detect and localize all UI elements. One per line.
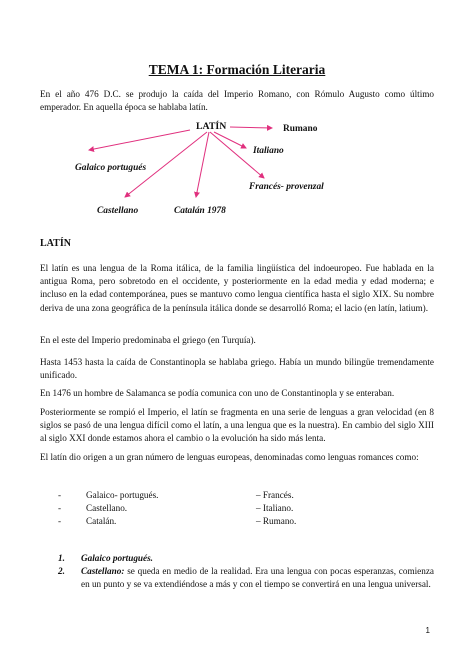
paragraph-latin-origin: El latín es una lengua de la Roma itálica, de la familia lingüística del indoeuropeo. Fue hablada en la antigua Roma, pero sobretodo en el occidente, y posteriormente en la edad media y edad moderna; e incluso en la edad contemporánea, pues se mantuvo como lengua científica hasta el siglo XIX. Su nombre deriva de una zona geográfica de la península itálica donde se desarrolló Roma; el lacio (en latín, latium). — [40, 263, 434, 313]
diagram-label-italiano: Italiano — [253, 146, 284, 156]
latin-derivation-diagram — [0, 112, 474, 222]
numbered-language-list — [58, 552, 434, 592]
arrow-catalan — [196, 132, 209, 197]
list-item: - Catalán. – Rumano. — [58, 516, 297, 526]
paragraph-salamanca: En 1476 un hombre de Salamanca se podía comunica con uno de Constantinopla y se enteraban. — [40, 388, 395, 398]
intro-paragraph: En el año 476 D.C. se produjo la caída del Imperio Romano, con Rómulo Augusto como último emperador. En aquella época se hablaba latín. — [40, 89, 434, 113]
paragraph-constantinople: Hasta 1453 hasta la caída de Constantinopla se hablaba griego. Había un mundo bilingüe tremendamente unificado. — [40, 357, 434, 381]
section-heading-latin: LATÍN — [40, 238, 71, 249]
list-item: 1. Galaico portugués. — [58, 553, 153, 563]
list-item: - Galaico- portugués. – Francés. — [58, 490, 294, 500]
diagram-label-rumano: Rumano — [283, 124, 318, 134]
list-item: - Castellano. – Italiano. — [58, 503, 294, 513]
diagram-label-frances: Francés- provenzal — [249, 182, 324, 192]
diagram-label-catalan: Catalán 1978 — [174, 206, 226, 216]
diagram-label-galaico: Galaico portugués — [75, 163, 147, 173]
diagram-arrows — [89, 127, 272, 197]
arrow-rumano — [230, 127, 272, 128]
list-item: 2. Castellano: se queda en medio de la realidad. Era una lengua con pocas esperanzas, comienza en un punto y se va extendiéndose a más y con el tiempo se convertirá en una lengua universal. — [58, 566, 434, 590]
paragraph-fragmentation: Posteriormente se rompió el Imperio, el latín se fragmenta en una serie de lenguas a gran velocidad (en 8 siglos se pasó de una lengua difícil como el latín, a una lengua que es la nuestra). En cambio del siglo XIII al siglo XXI donde estamos ahora el cambio o la evolución ha sido más lenta. — [40, 407, 434, 444]
paragraph-romance-languages: El latín dio origen a un gran número de lenguas europeas, denominadas como lenguas romances como: — [40, 452, 419, 462]
page-title: TEMA 1: Formación Literaria — [148, 62, 326, 77]
romance-languages-list — [58, 489, 388, 528]
page-number: 1 — [425, 626, 430, 635]
diagram-label-castellano: Castellano — [97, 206, 139, 216]
diagram-root-latin: LATÍN — [196, 121, 227, 132]
paragraph-greek-east: En el este del Imperio predominaba el griego (en Turquía). — [40, 335, 256, 345]
arrow-galaico — [89, 130, 190, 150]
